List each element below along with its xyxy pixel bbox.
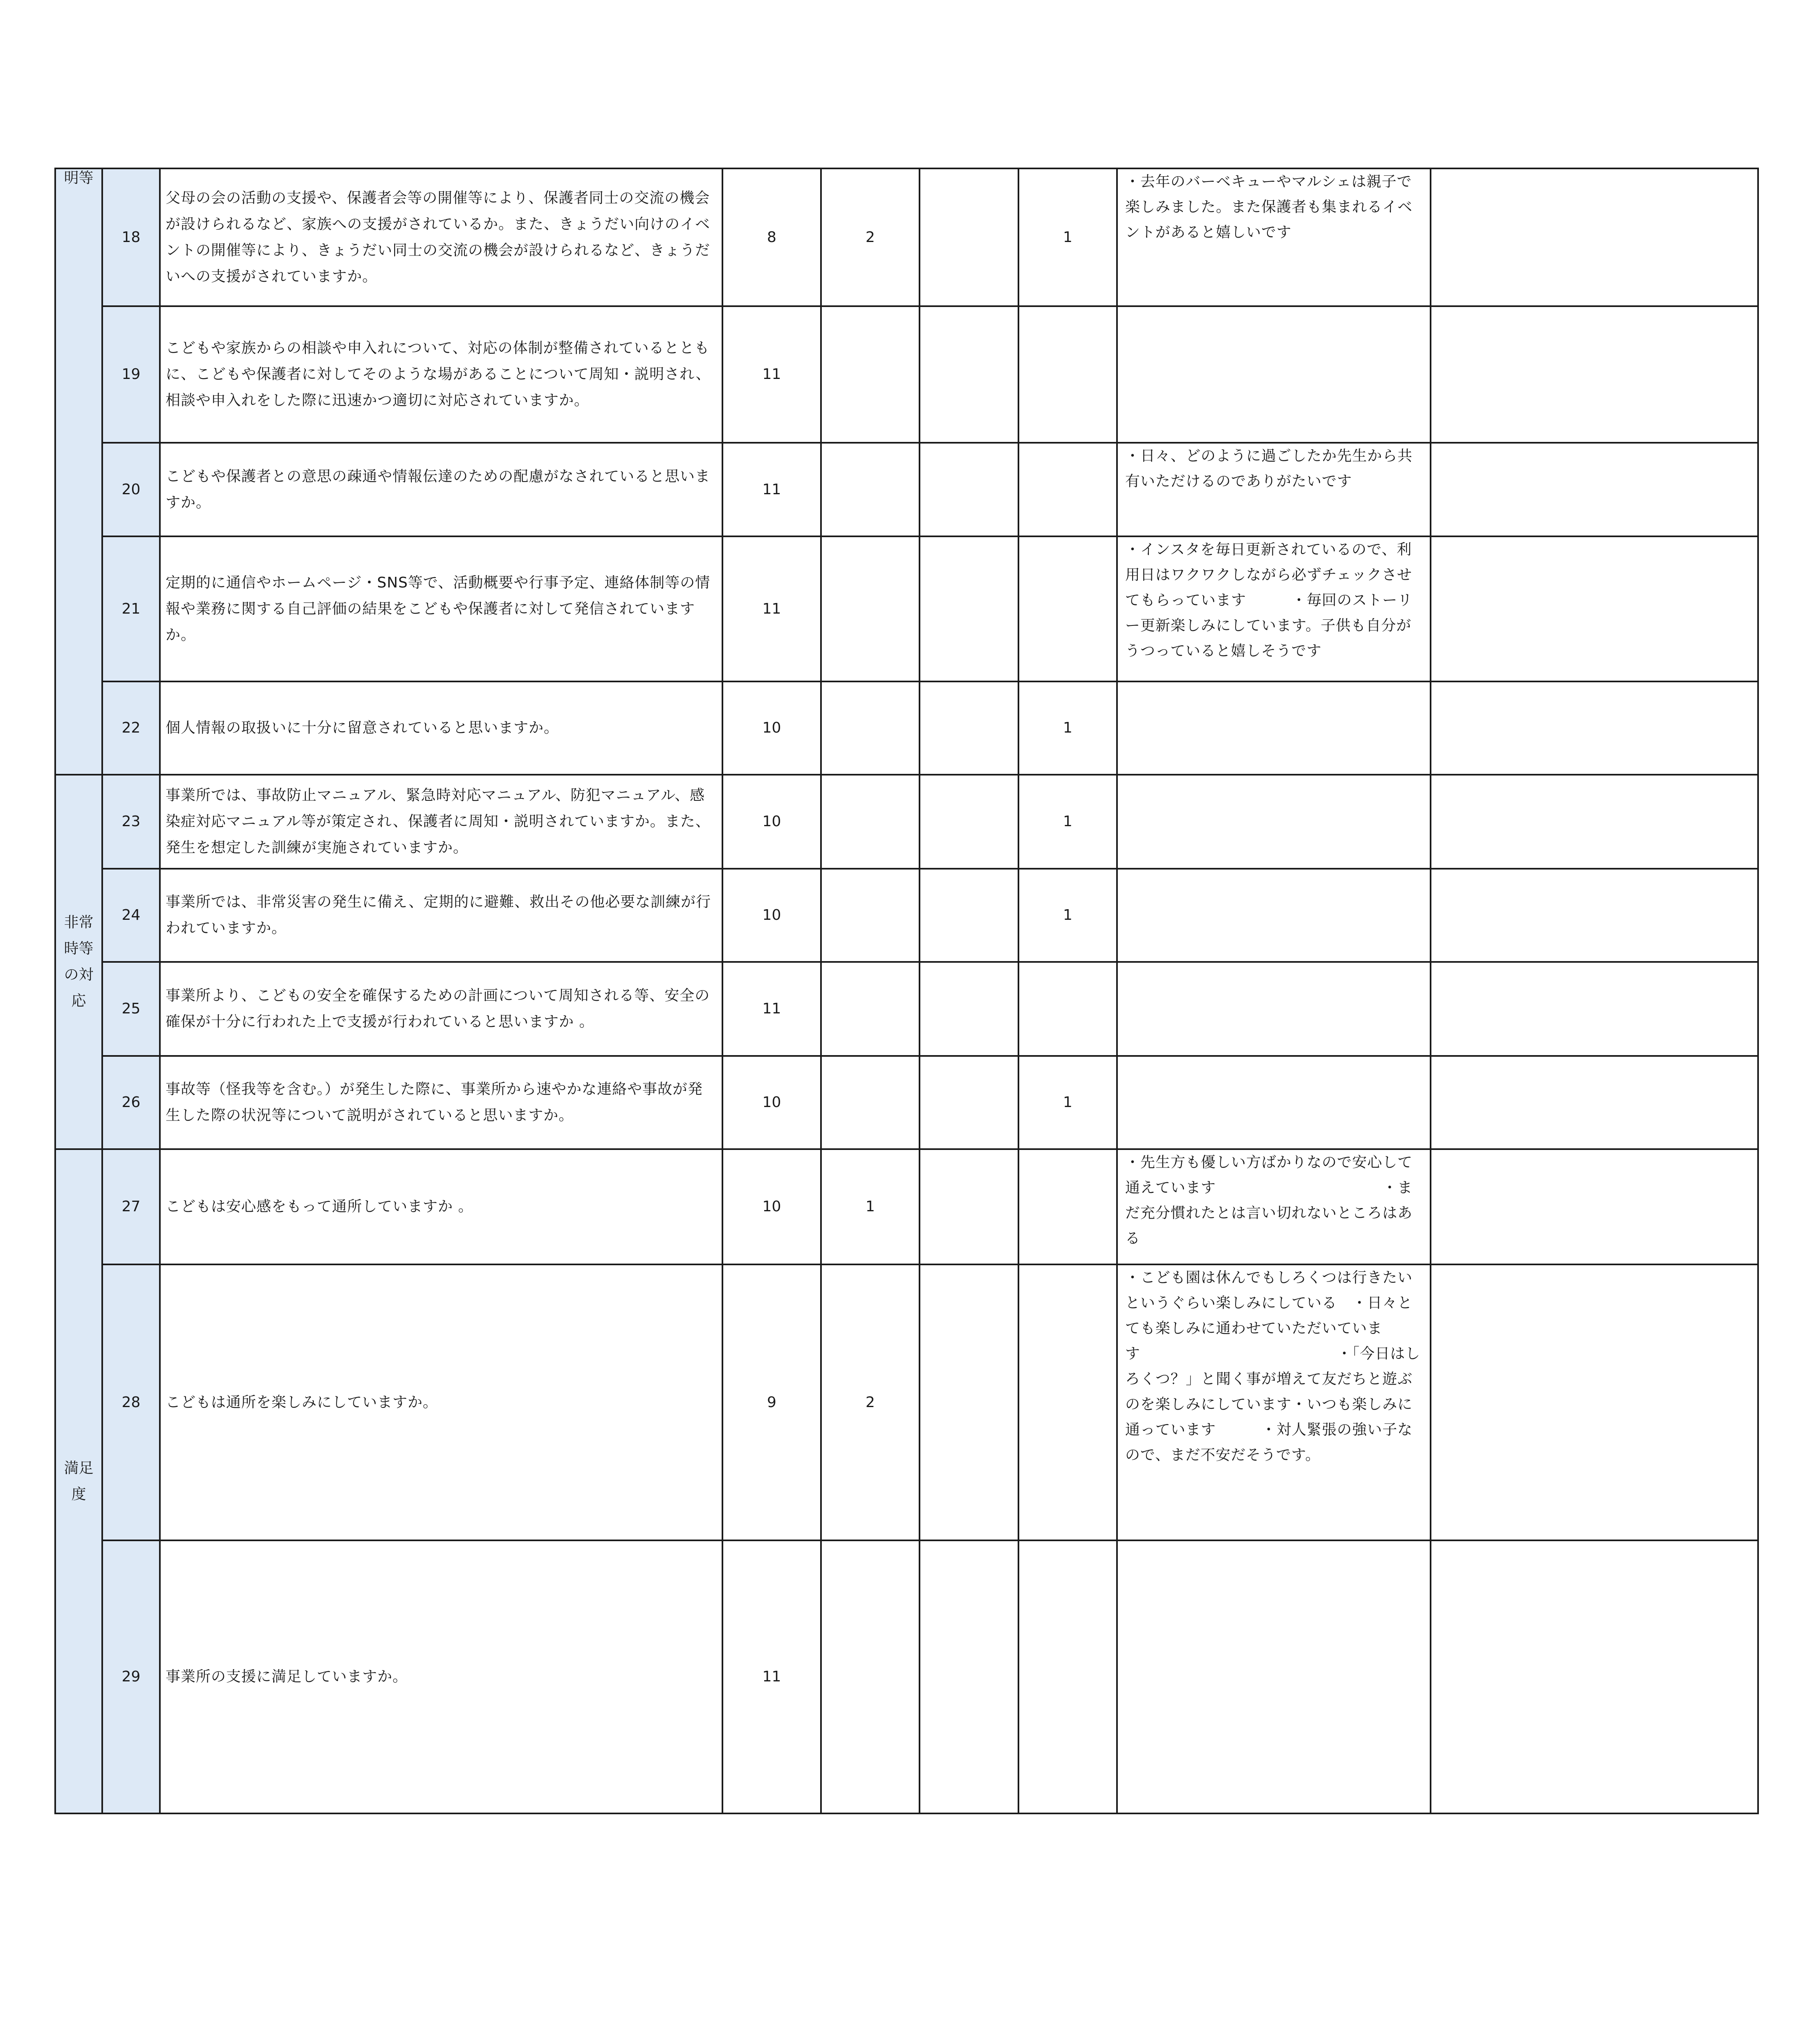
comment-cell: ・インスタを毎日更新されているので、利用日はワクワクしながら必ずチェックさせてもらっています ・毎回のストーリー更新楽しみにしています。子供も自分がうつっていると嬉しそうです <box>1117 536 1431 681</box>
extra-cell <box>1431 869 1758 962</box>
count-yes: 10 <box>722 869 821 962</box>
question-number: 29 <box>102 1540 160 1813</box>
category-label: 非常 時等 の対 応 <box>64 914 94 1009</box>
question-number: 20 <box>102 443 160 536</box>
table-row <box>55 1264 1758 1540</box>
table-row <box>55 1056 1758 1149</box>
extra-cell <box>1431 1056 1758 1149</box>
count-unknown <box>1018 1540 1117 1813</box>
extra-cell <box>1431 168 1758 306</box>
extra-cell <box>1431 962 1758 1056</box>
extra-cell <box>1431 306 1758 443</box>
comment-cell <box>1117 869 1431 962</box>
count-unknown <box>1018 1149 1117 1264</box>
question-text: こどもや保護者との意思の疎通や情報伝達のための配慮がなされていると思いますか。 <box>160 443 722 536</box>
count-yes: 9 <box>722 1264 821 1540</box>
question-text: こどもや家族からの相談や申入れについて、対応の体制が整備されているとともに、こどもや保護者に対してそのような場があることについて周知・説明され、相談や申入れをした際に迅速かつ適切に対応されていますか。 <box>160 306 722 443</box>
comment-cell: ・日々、どのように過ごしたか先生から共有いただけるのでありがたいです <box>1117 443 1431 536</box>
count-no <box>920 306 1018 443</box>
question-number: 19 <box>102 306 160 443</box>
count-no <box>920 962 1018 1056</box>
count-mostly <box>821 1056 920 1149</box>
table-row <box>55 536 1758 681</box>
count-unknown: 1 <box>1018 1056 1117 1149</box>
question-number: 21 <box>102 536 160 681</box>
count-yes: 10 <box>722 681 821 775</box>
count-mostly <box>821 306 920 443</box>
question-number: 22 <box>102 681 160 775</box>
comment-cell <box>1117 681 1431 775</box>
count-unknown <box>1018 536 1117 681</box>
count-mostly <box>821 1540 920 1813</box>
extra-cell <box>1431 775 1758 869</box>
comment-cell: ・こども園は休んでもしろくつは行きたいというぐらい楽しみにしている ・日々とても楽しみに通わせていただいています ・「今日はしろくつ？」と聞く事が増えて友だちと遊ぶのを楽しみにしています・いつも楽しみに通っています ・対人緊張の強い子なので、まだ不安だそうです。 <box>1117 1264 1431 1540</box>
question-text: 事故等（怪我等を含む。）が発生した際に、事業所から速やかな連絡や事故が発生した際の状況等について説明がされていると思いますか。 <box>160 1056 722 1149</box>
count-unknown <box>1018 962 1117 1056</box>
count-mostly: 2 <box>821 168 920 306</box>
extra-cell <box>1431 681 1758 775</box>
comment-cell <box>1117 1056 1431 1149</box>
count-yes: 11 <box>722 962 821 1056</box>
count-yes: 11 <box>722 1540 821 1813</box>
question-text: 父母の会の活動の支援や、保護者会等の開催等により、保護者同士の交流の機会が設けられるなど、家族への支援がされているか。また、きょうだい向けのイベントの開催等により、きょうだい同士の交流の機会が設けられるなど、きょうだいへの支援がされていますか。 <box>160 168 722 306</box>
table-row <box>55 775 1758 869</box>
count-no <box>920 681 1018 775</box>
count-unknown <box>1018 443 1117 536</box>
count-unknown: 1 <box>1018 168 1117 306</box>
extra-cell <box>1431 1540 1758 1813</box>
question-text: こどもは安心感をもって通所していますか 。 <box>160 1149 722 1264</box>
count-no <box>920 1149 1018 1264</box>
count-mostly <box>821 681 920 775</box>
question-text: 事業所より、こどもの安全を確保するための計画について周知される等、安全の確保が十分に行われた上で支援が行われていると思いますか 。 <box>160 962 722 1056</box>
count-no <box>920 1540 1018 1813</box>
count-yes: 10 <box>722 1149 821 1264</box>
question-number: 27 <box>102 1149 160 1264</box>
count-no <box>920 1264 1018 1540</box>
count-no <box>920 536 1018 681</box>
extra-cell <box>1431 536 1758 681</box>
extra-cell <box>1431 443 1758 536</box>
table-row <box>55 1149 1758 1264</box>
category-cell-manzoku <box>55 1149 102 1813</box>
comment-cell <box>1117 962 1431 1056</box>
comment-cell <box>1117 306 1431 443</box>
category-cell-hijou <box>55 775 102 1149</box>
table-row <box>55 869 1758 962</box>
category-cell-setsumei <box>55 168 102 775</box>
count-unknown <box>1018 306 1117 443</box>
category-label: 満足 度 <box>64 1459 94 1503</box>
extra-cell <box>1431 1264 1758 1540</box>
table-row <box>55 962 1758 1056</box>
count-mostly <box>821 962 920 1056</box>
count-unknown: 1 <box>1018 775 1117 869</box>
count-mostly <box>821 443 920 536</box>
count-no <box>920 443 1018 536</box>
count-no <box>920 775 1018 869</box>
count-mostly <box>821 869 920 962</box>
table-row <box>55 306 1758 443</box>
comment-cell: ・去年のバーベキューやマルシェは親子で楽しみました。また保護者も集まれるイベントがあると嬉しいです <box>1117 168 1431 306</box>
count-mostly <box>821 775 920 869</box>
question-number: 23 <box>102 775 160 869</box>
question-number: 26 <box>102 1056 160 1149</box>
count-no <box>920 168 1018 306</box>
count-no <box>920 869 1018 962</box>
count-mostly: 2 <box>821 1264 920 1540</box>
question-number: 24 <box>102 869 160 962</box>
category-label: 明等 <box>64 170 94 186</box>
question-text: 事業所では、事故防止マニュアル、緊急時対応マニュアル、防犯マニュアル、感染症対応マニュアル等が策定され、保護者に周知・説明されていますか。また、発生を想定した訓練が実施されていますか。 <box>160 775 722 869</box>
count-no <box>920 1056 1018 1149</box>
table-row <box>55 443 1758 536</box>
count-yes: 10 <box>722 1056 821 1149</box>
count-yes: 8 <box>722 168 821 306</box>
count-mostly <box>821 536 920 681</box>
question-number: 25 <box>102 962 160 1056</box>
table-row <box>55 681 1758 775</box>
count-unknown: 1 <box>1018 681 1117 775</box>
question-text: 事業所の支援に満足していますか。 <box>160 1540 722 1813</box>
count-unknown <box>1018 1264 1117 1540</box>
count-yes: 11 <box>722 536 821 681</box>
question-text: 事業所では、非常災害の発生に備え、定期的に避難、救出その他必要な訓練が行われていますか。 <box>160 869 722 962</box>
comment-cell: ・先生方も優しい方ばかりなので安心して通えています ・まだ充分慣れたとは言い切れないところはある <box>1117 1149 1431 1264</box>
question-text: 個人情報の取扱いに十分に留意されていると思いますか。 <box>160 681 722 775</box>
comment-cell <box>1117 775 1431 869</box>
table-row <box>55 1540 1758 1813</box>
question-number: 18 <box>102 168 160 306</box>
count-yes: 11 <box>722 306 821 443</box>
comment-cell <box>1117 1540 1431 1813</box>
question-number: 28 <box>102 1264 160 1540</box>
table-row <box>55 168 1758 306</box>
count-mostly: 1 <box>821 1149 920 1264</box>
count-yes: 11 <box>722 443 821 536</box>
extra-cell <box>1431 1149 1758 1264</box>
question-text: 定期的に通信やホームページ・SNS等で、活動概要や行事予定、連絡体制等の情報や業務に関する自己評価の結果をこどもや保護者に対して発信されていますか。 <box>160 536 722 681</box>
question-text: こどもは通所を楽しみにしていますか。 <box>160 1264 722 1540</box>
count-unknown: 1 <box>1018 869 1117 962</box>
survey-table <box>54 168 1759 1814</box>
count-yes: 10 <box>722 775 821 869</box>
